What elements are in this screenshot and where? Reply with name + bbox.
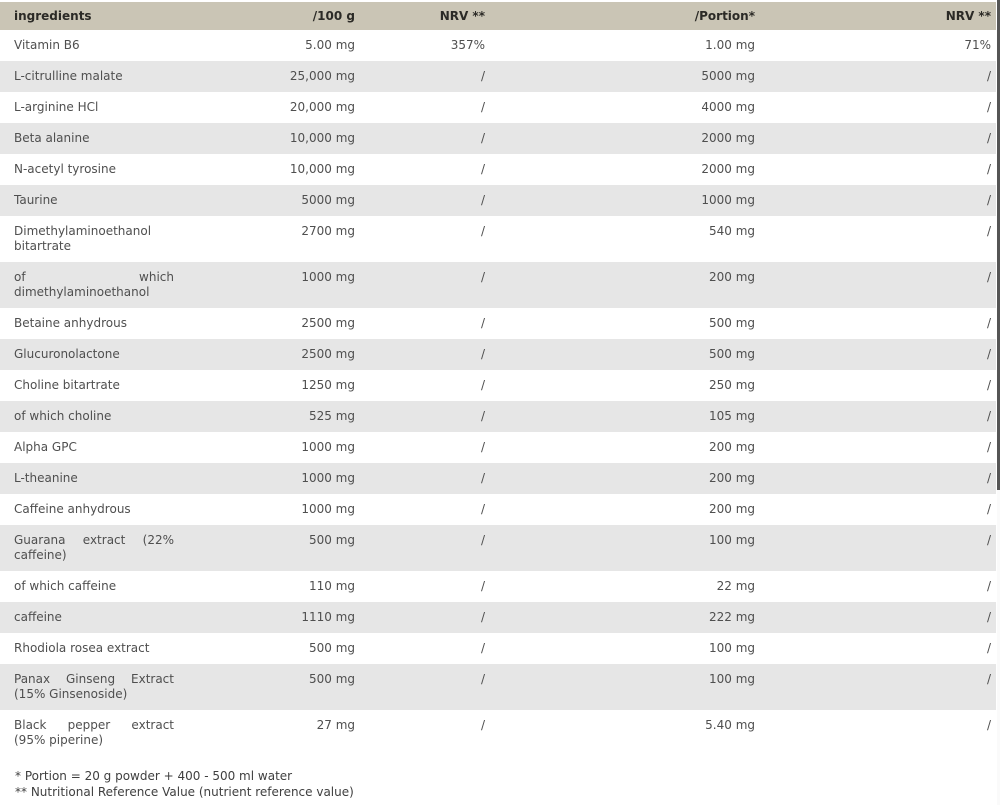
nrv-100g-cell: / (480, 672, 485, 686)
per-portion-cell: 100 mg (708, 641, 755, 655)
per-100g-cell: 500 mg (308, 533, 355, 547)
nrv-portion-cell: / (986, 270, 991, 284)
col-portion-header: /Portion* (490, 2, 760, 30)
per-100g-cell: 27 mg (316, 718, 355, 732)
col-per100g-header: /100 g (270, 2, 360, 30)
per-100g-cell: 500 mg (308, 672, 355, 686)
nrv-portion-cell: / (986, 378, 991, 392)
ingredient-label: Rhodiola rosea extract (14, 641, 150, 655)
nrv-portion-cell: / (986, 162, 991, 176)
ingredient-label: of which caffeine (14, 579, 117, 593)
per-portion-cell: 540 mg (708, 224, 755, 238)
nrv-100g-cell: / (480, 641, 485, 655)
table-row (0, 308, 996, 339)
ingredient-label: caffeine (14, 610, 62, 624)
ingredient-label: Caffeine anhydrous (14, 502, 131, 516)
table-row (0, 154, 996, 185)
nrv-100g-cell: / (480, 224, 485, 238)
ingredient-label: of which choline (14, 409, 112, 423)
table-row (0, 123, 996, 154)
ingredient-label: L-arginine HCl (14, 100, 99, 114)
ingredient-cell (0, 432, 270, 463)
ingredient-cell (0, 92, 270, 123)
ingredient-label: Dimethylaminoethanol bitartrate (14, 224, 152, 253)
nrv-100g-cell: / (480, 316, 485, 330)
per-portion-cell: 22 mg (716, 579, 755, 593)
ingredient-cell (0, 664, 270, 710)
nrv-100g-cell: / (480, 162, 485, 176)
table-row (0, 61, 996, 92)
per-100g-cell: 20,000 mg (289, 100, 355, 114)
ingredient-cell (0, 308, 270, 339)
nrv-portion-cell: / (986, 131, 991, 145)
ingredient-label: Choline bitartrate (14, 378, 120, 392)
nrv-portion-cell: / (986, 672, 991, 686)
ingredient-cell (0, 494, 270, 525)
ingredient-label: L-citrulline malate (14, 69, 123, 83)
per-100g-cell: 10,000 mg (289, 162, 355, 176)
ingredient-cell (0, 463, 270, 494)
table-row (0, 339, 996, 370)
nrv-100g-cell: / (480, 533, 485, 547)
per-portion-cell: 500 mg (708, 316, 755, 330)
table-row (0, 633, 996, 664)
ingredient-cell (0, 185, 270, 216)
ingredient-label: Black pepper extract (95% piperine) (14, 718, 174, 747)
table-row (0, 664, 996, 710)
per-portion-cell: 5.40 mg (705, 718, 755, 732)
nrv-100g-cell: / (480, 270, 485, 284)
ingredient-cell (0, 602, 270, 633)
nrv-portion-cell: / (986, 502, 991, 516)
table-row (0, 525, 996, 571)
ingredient-cell (0, 216, 270, 262)
table-row (0, 494, 996, 525)
table-row (0, 463, 996, 494)
per-portion-cell: 4000 mg (701, 100, 755, 114)
nrv-100g-cell: / (480, 409, 485, 423)
per-portion-cell: 2000 mg (701, 131, 755, 145)
per-portion-cell: 100 mg (708, 672, 755, 686)
nrv-portion-cell: / (986, 69, 991, 83)
per-100g-cell: 1250 mg (301, 378, 355, 392)
ingredient-label: Beta alanine (14, 131, 90, 145)
nrv-portion-cell: / (986, 440, 991, 454)
nrv-portion-cell: / (986, 610, 991, 624)
per-100g-cell: 5.00 mg (305, 38, 355, 52)
nrv-100g-cell: / (480, 440, 485, 454)
nrv-portion-cell: / (986, 533, 991, 547)
ingredient-label: Glucuronolactone (14, 347, 120, 361)
ingredient-cell (0, 633, 270, 664)
ingredient-cell (0, 370, 270, 401)
table-row (0, 432, 996, 463)
nrv-portion-cell: / (986, 409, 991, 423)
table-row (0, 710, 996, 756)
table-header-row (0, 2, 996, 30)
per-100g-cell: 1000 mg (301, 270, 355, 284)
nrv-100g-cell: / (480, 69, 485, 83)
table-row (0, 401, 996, 432)
footnote-portion: * Portion = 20 g powder + 400 - 500 ml water (15, 769, 293, 783)
ingredient-label: Taurine (14, 193, 58, 207)
nrv-100g-cell: / (480, 131, 485, 145)
ingredient-cell (0, 61, 270, 92)
table-row (0, 185, 996, 216)
nrv-100g-cell: / (480, 100, 485, 114)
per-portion-cell: 250 mg (708, 378, 755, 392)
table-row (0, 602, 996, 633)
nrv-portion-cell: / (986, 718, 991, 732)
nrv-portion-cell: / (986, 100, 991, 114)
per-100g-cell: 1110 mg (301, 610, 355, 624)
per-portion-cell: 200 mg (708, 471, 755, 485)
ingredient-label: Guarana extract (22% caffeine) (14, 533, 174, 562)
nrv-100g-cell: / (480, 347, 485, 361)
ingredient-cell (0, 339, 270, 370)
per-100g-cell: 25,000 mg (289, 69, 355, 83)
nrv-100g-cell: / (480, 502, 485, 516)
col-nrv100-header: NRV ** (360, 2, 490, 30)
per-100g-cell: 1000 mg (301, 440, 355, 454)
per-100g-cell: 110 mg (308, 579, 355, 593)
nrv-portion-cell: / (986, 347, 991, 361)
ingredient-cell (0, 525, 270, 571)
ingredient-label: L-theanine (14, 471, 78, 485)
nrv-portion-cell: / (986, 224, 991, 238)
table-row (0, 370, 996, 401)
per-100g-cell: 2700 mg (301, 224, 355, 238)
ingredient-label: of which dimethylaminoethanol (14, 270, 174, 299)
per-portion-cell: 200 mg (708, 440, 755, 454)
nrv-100g-cell: / (480, 471, 485, 485)
per-100g-cell: 2500 mg (301, 347, 355, 361)
nrv-portion-cell: / (986, 641, 991, 655)
col-ingredients-header: ingredients (0, 2, 270, 30)
per-portion-cell: 100 mg (708, 533, 755, 547)
per-portion-cell: 1000 mg (701, 193, 755, 207)
per-portion-cell: 200 mg (708, 270, 755, 284)
nrv-portion-cell: / (986, 471, 991, 485)
ingredient-cell (0, 262, 270, 308)
ingredient-label: Panax Ginseng Extract (15% Ginsenoside) (14, 672, 174, 701)
col-nrv-portion-header: NRV ** (760, 2, 996, 30)
per-portion-cell: 500 mg (708, 347, 755, 361)
nrv-portion-cell: / (986, 316, 991, 330)
per-portion-cell: 2000 mg (701, 162, 755, 176)
nrv-100g-cell: / (480, 579, 485, 593)
per-100g-cell: 525 mg (308, 409, 355, 423)
table-row (0, 30, 996, 61)
per-portion-cell: 200 mg (708, 502, 755, 516)
ingredient-cell (0, 571, 270, 602)
per-100g-cell: 5000 mg (301, 193, 355, 207)
ingredient-label: N-acetyl tyrosine (14, 162, 116, 176)
per-portion-cell: 222 mg (708, 610, 755, 624)
footnotes (15, 768, 1000, 800)
table-row (0, 216, 996, 262)
per-100g-cell: 2500 mg (301, 316, 355, 330)
per-portion-cell: 105 mg (708, 409, 755, 423)
table-row (0, 92, 996, 123)
per-100g-cell: 10,000 mg (289, 131, 355, 145)
nrv-100g-cell: / (480, 610, 485, 624)
per-portion-cell: 1.00 mg (705, 38, 755, 52)
ingredient-cell (0, 154, 270, 185)
per-100g-cell: 1000 mg (301, 502, 355, 516)
ingredient-cell (0, 30, 270, 61)
ingredient-cell (0, 123, 270, 154)
nrv-portion-cell: / (986, 579, 991, 593)
ingredient-cell (0, 401, 270, 432)
per-100g-cell: 500 mg (308, 641, 355, 655)
ingredients-table (0, 2, 996, 756)
ingredient-label: Betaine anhydrous (14, 316, 127, 330)
per-portion-cell: 5000 mg (701, 69, 755, 83)
nrv-portion-cell: 71% (964, 38, 991, 52)
ingredient-cell (0, 710, 270, 756)
table-row (0, 571, 996, 602)
footnote-nrv: ** Nutritional Reference Value (nutrient reference value) (15, 785, 354, 799)
ingredient-label: Alpha GPC (14, 440, 77, 454)
ingredient-label: Vitamin B6 (14, 38, 80, 52)
nrv-100g-cell: / (480, 193, 485, 207)
nrv-portion-cell: / (986, 193, 991, 207)
nrv-100g-cell: / (480, 378, 485, 392)
nrv-100g-cell: / (480, 718, 485, 732)
per-100g-cell: 1000 mg (301, 471, 355, 485)
table-row (0, 262, 996, 308)
nrv-100g-cell: 357% (450, 38, 485, 52)
